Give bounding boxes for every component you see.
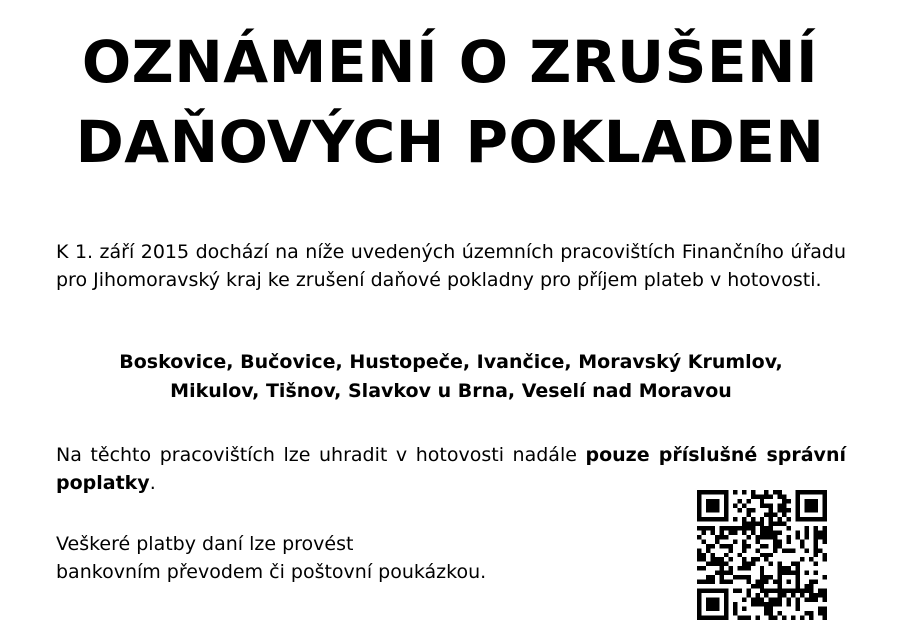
notice-title-line-1: OZNÁMENÍ O ZRUŠENÍ	[81, 28, 819, 96]
intro-paragraph: K 1. září 2015 dochází na níže uvedených územních pracovištích Finančního úřadu pro Jihomoravský kraj ke zrušení daňové pokladny pro příjem plateb v hotovosti.	[56, 241, 846, 291]
transfer-paragraph	[56, 530, 616, 586]
affected-towns-line-1: Boskovice, Bučovice, Hustopeče, Ivančice, Moravský Krumlov,	[119, 351, 783, 373]
affected-towns-line-2: Mikulov, Tišnov, Slavkov u Brna, Veselí nad Moravou	[170, 380, 732, 402]
fees-paragraph	[56, 441, 846, 497]
qr-code-icon	[697, 490, 827, 620]
fees-text: Na těchto pracovištích lze uhradit v hotovosti nadále	[56, 444, 586, 466]
fees-emphasis: pouze příslušné správní poplatky	[56, 444, 846, 494]
notice-title-line-2: DAŇOVÝCH POKLADEN	[75, 108, 825, 176]
transfer-line-1: Veškeré platby daní lze provést	[56, 533, 354, 555]
affected-towns	[56, 348, 846, 406]
fees-end: .	[149, 472, 156, 494]
notice-title	[0, 22, 900, 182]
transfer-line-2: bankovním převodem či poštovní poukázkou.	[56, 561, 487, 583]
